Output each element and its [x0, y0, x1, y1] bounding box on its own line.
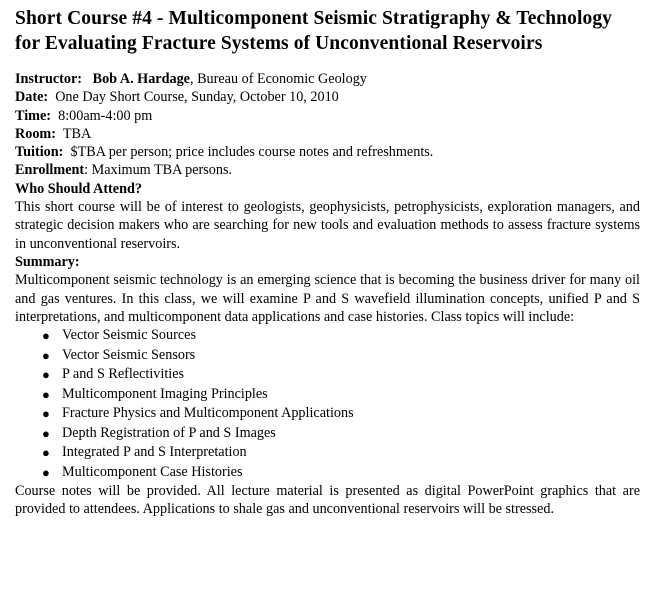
list-item: [42, 346, 640, 366]
list-item: [42, 326, 640, 346]
tuition-value: $TBA per person; price includes course notes and refreshments.: [70, 144, 434, 161]
summary-text: Multicomponent seismic technology is an emerging science that is becoming the business driver for many oil and gas ventures. In this class, we will examine P and S wavefield illumination concepts, unified P and S interpretations, and multicomponent data applications and case histories. Class topics will include:: [15, 272, 640, 325]
topic-text: P and S Reflectivities: [62, 366, 185, 383]
list-item: [42, 424, 640, 444]
list-item: [42, 443, 640, 463]
topic-text: Integrated P and S Interpretation: [62, 444, 247, 461]
date-line: [15, 88, 640, 106]
closing-text: Course notes will be provided. All lecture material is presented as digital PowerPoint graphics that are provided to attendees. Applications to shale gas and unconventional reservoirs will be stressed.: [15, 483, 640, 518]
summary-heading: Summary:: [15, 253, 80, 270]
instructor-line: [15, 70, 640, 88]
tuition-line: [15, 143, 640, 161]
enrollment-value: : Maximum TBA persons.: [84, 162, 233, 179]
bullet-icon: ●: [42, 386, 50, 402]
topic-text: Fracture Physics and Multicomponent Applications: [62, 405, 354, 422]
course-details: [15, 70, 640, 519]
room-line: [15, 125, 640, 143]
page-title: Short Course #4 - Multicomponent Seismic Stratigraphy & Technology for Evaluating Fracture Systems of Unconventional Reservoirs: [15, 8, 613, 54]
enrollment-line: [15, 161, 640, 179]
list-item: [42, 385, 640, 405]
bullet-icon: ●: [42, 464, 50, 480]
time-value: 8:00am-4:00 pm: [58, 107, 153, 124]
tuition-label: Tuition:: [15, 144, 64, 161]
who-should-attend-heading: Who Should Attend?: [15, 180, 142, 197]
bullet-icon: ●: [42, 347, 50, 363]
instructor-name: Bob A. Hardage: [92, 71, 190, 87]
bullet-icon: ●: [42, 425, 50, 441]
topic-text: Multicomponent Case Histories: [62, 463, 243, 480]
bullet-icon: ●: [42, 367, 50, 383]
bullet-icon: ●: [42, 406, 50, 422]
list-item: [42, 404, 640, 424]
instructor-affiliation: , Bureau of Economic Geology: [189, 71, 367, 87]
time-line: [15, 107, 640, 125]
instructor-label: Instructor:: [15, 71, 82, 87]
time-label: Time:: [15, 107, 51, 124]
room-value: TBA: [62, 125, 92, 142]
who-should-attend-text: This short course will be of interest to geologists, geophysicists, petrophysicists, exploration managers, and strategic decision makers who are searching for new tools and evaluation methods to assess fracture systems in unconventional reservoirs.: [15, 199, 640, 252]
enrollment-label: Enrollment: [15, 162, 85, 179]
topic-text: Multicomponent Imaging Principles: [62, 385, 268, 402]
topic-text: Depth Registration of P and S Images: [62, 424, 276, 441]
list-item: [42, 365, 640, 385]
topic-text: Vector Seismic Sensors: [62, 346, 196, 363]
bullet-icon: ●: [42, 445, 50, 461]
list-item: [42, 463, 640, 483]
date-value: One Day Short Course, Sunday, October 10, 2010: [55, 89, 339, 106]
room-label: Room:: [15, 125, 56, 142]
bullet-icon: ●: [42, 328, 50, 344]
topics-list: [15, 326, 640, 482]
date-label: Date:: [15, 89, 49, 106]
topic-text: Vector Seismic Sources: [62, 327, 196, 344]
